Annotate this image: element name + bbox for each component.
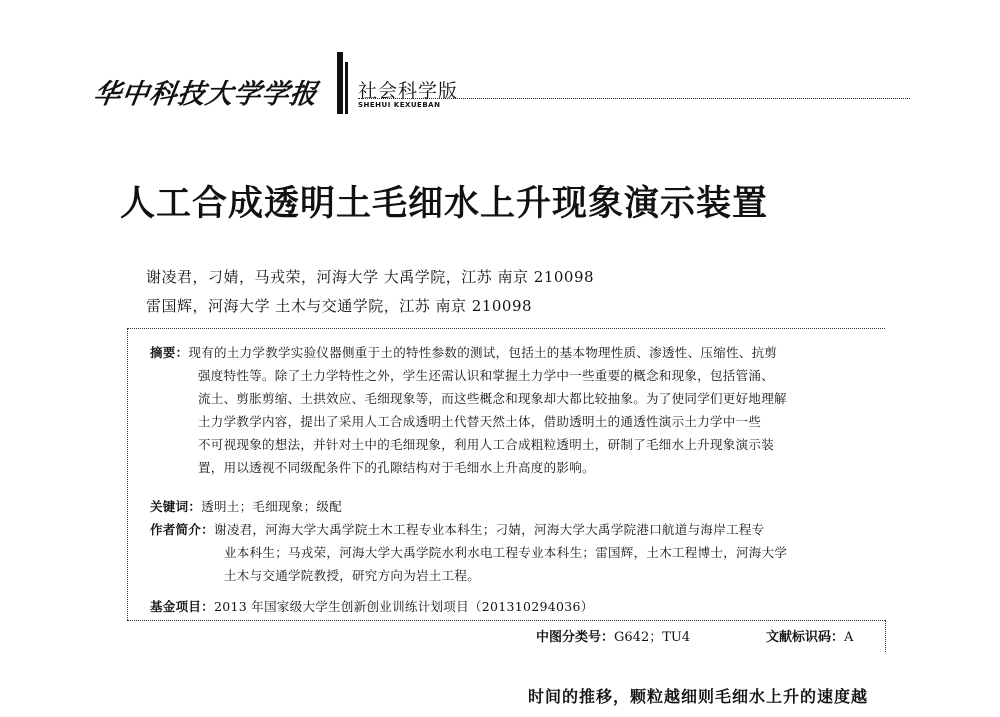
journal-name: 华中科技大学学报 <box>91 79 320 110</box>
journal-edition-pinyin: SHEHUI KEXUEBAN <box>358 101 441 109</box>
keywords-label: 关键词： <box>150 499 202 514</box>
header-divider <box>358 98 910 99</box>
keywords-section <box>150 495 870 518</box>
bio-line: 谢凌君，河海大学大禹学院土木工程专业本科生；刁婧，河海大学大禹学院港口航道与海岸工程专 <box>214 522 765 537</box>
document-code <box>766 626 853 645</box>
doc-code-value: A <box>844 630 854 645</box>
journal-edition: 社会科学版 <box>358 80 459 102</box>
header-bars-decoration <box>337 52 349 114</box>
keywords-text: 透明土；毛细现象；级配 <box>201 499 343 514</box>
clc-label: 中图分类号： <box>536 630 615 645</box>
abstract-line: 不可视现象的想法，并针对土中的毛细现象，利用人工合成粗粒透明土，研制了毛细水上升现象演示装 <box>198 437 775 452</box>
bio-label: 作者简介： <box>150 522 215 537</box>
abstract-box-top-border <box>127 328 885 329</box>
author-line-1: 谢凌君，刁婧，马戎荣，河海大学 大禹学院，江苏 南京 210098 <box>146 268 595 286</box>
fund-text: 2013 年国家级大学生创新创业训练计划项目（201310294036） <box>214 599 594 614</box>
abstract-line: 土力学教学内容，提出了采用人工合成透明土代替天然土体，借助透明土的通透性演示土力学中一些 <box>198 414 762 429</box>
fund-section <box>150 595 870 618</box>
abstract-line: 流土、剪胀剪缩、土拱效应、毛细现象等，而这些概念和现象却大都比较抽象。为了使同学们更好地理解 <box>198 391 787 406</box>
clc-value: G642；TU4 <box>614 630 691 645</box>
bio-line: 业本科生；马戎荣，河海大学大禹学院水利水电工程专业本科生；雷国辉，土木工程博士，河海大学 <box>224 545 788 560</box>
author-line-2: 雷国辉，河海大学 土木与交通学院，江苏 南京 210098 <box>146 297 533 315</box>
author-bio-section <box>150 518 870 587</box>
doc-code-label: 文献标识码： <box>766 630 845 645</box>
clc-number <box>536 626 690 645</box>
abstract-section <box>150 341 870 479</box>
body-text-fragment: 时间的推移，颗粒越细则毛细水上升的速度越 <box>528 687 869 706</box>
paper-title: 人工合成透明土毛细水上升现象演示装置 <box>120 183 769 224</box>
bio-line: 土木与交通学院教授，研究方向为岩土工程。 <box>224 568 481 583</box>
abstract-box-bottom-border <box>127 620 885 621</box>
fund-label: 基金项目： <box>150 599 215 614</box>
abstract-line: 置，用以透视不同级配条件下的孔隙结构对于毛细水上升高度的影响。 <box>198 460 595 475</box>
abstract-line: 现有的土力学教学实验仪器侧重于土的特性参数的测试，包括土的基本物理性质、渗透性、压缩性、抗剪 <box>188 345 778 360</box>
abstract-line: 强度特性等。除了土力学特性之外，学生还需认识和掌握土力学中一些重要的概念和现象，包括管涌、 <box>198 368 775 383</box>
abstract-label: 摘要： <box>150 345 189 360</box>
abstract-box-left-border <box>127 328 128 620</box>
abstract-box-right-border <box>885 620 886 652</box>
